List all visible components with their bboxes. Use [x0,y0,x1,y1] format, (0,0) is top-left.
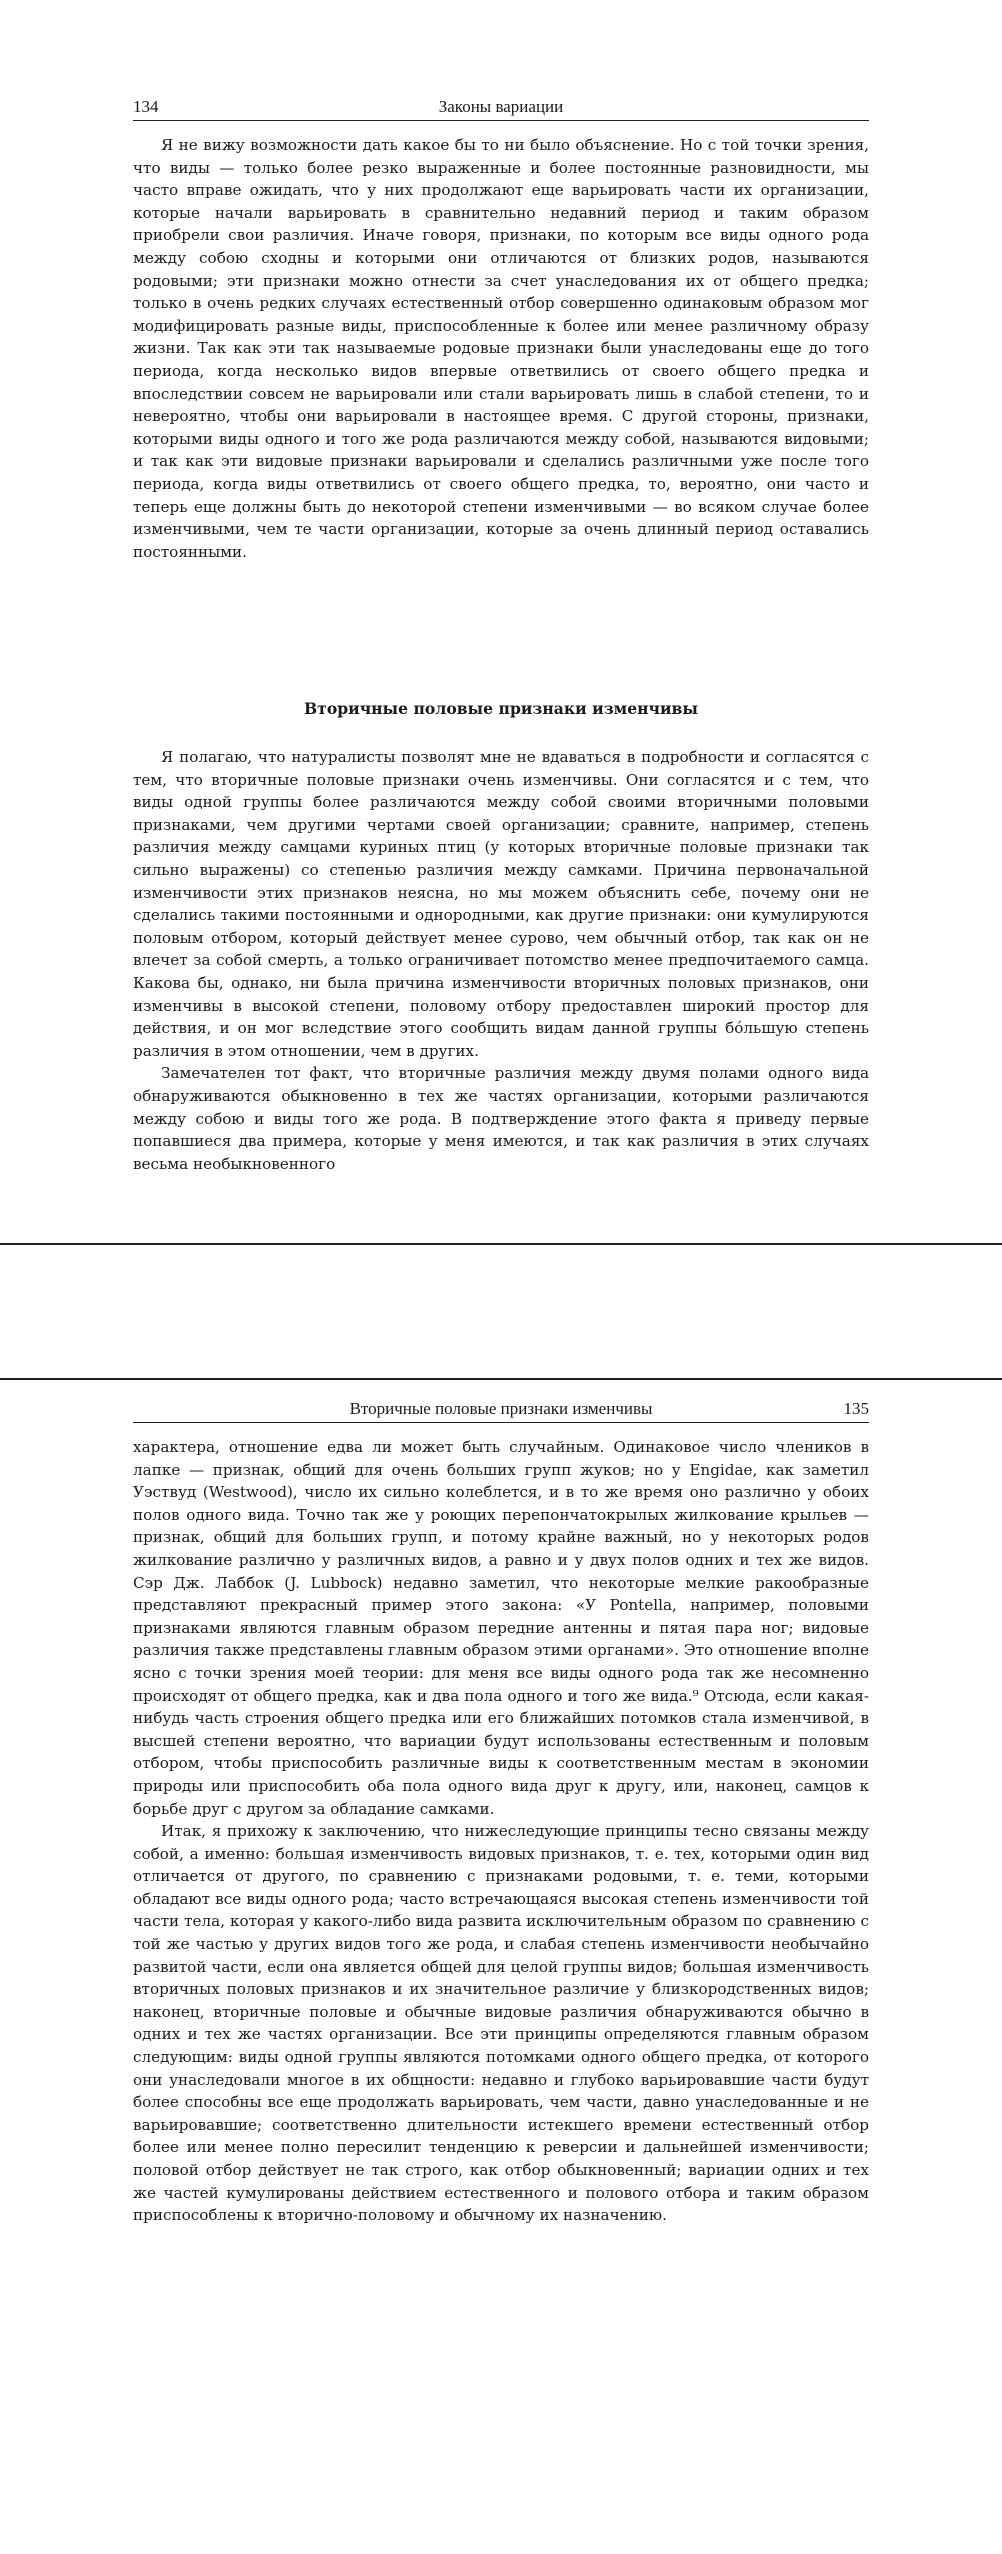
page-header [133,1398,869,1423]
body-text [133,1436,869,2227]
paragraph: Я полагаю, что натуралисты позволят мне не вдаваться в подробности и согласятся с тем, что вторичные половые признаки очень изменчивы. Они согласятся и с тем, что виды одной группы более различаются между собой своими вторичными половыми признаками, чем другими чертами своей организации; сравните, например, степень различия между самцами куриных птиц (у которых вторичные половые признаки так сильно выражены) со степенью различия между самками. Причина первоначальной изменчивости этих признаков неясна, но мы можем объяснить себе, почему они не сделались такими постоянными и однородными, как другие признаки: они кумулируются половым отбором, который действует менее сурово, чем обычный отбор, так как он не влечет за собой смерть, а только ограничивает потомство менее предпочитаемого самца. Какова бы, однако, ни была причина изменчивости вторичных половых признаков, они изменчивы в высокой степени, половому отбору предоставлен широкий простор для действия, и он мог вследствие этого сообщить видам данной группы бо́льшую степень различия в этом отношении, чем в других. [133,748,869,1060]
running-title: Законы вариации [438,97,564,116]
page-header [133,96,869,121]
book-page-134 [0,0,1002,1245]
page-number: 135 [843,1399,869,1418]
section-heading: Вторичные половые признаки изменчивы [303,699,698,718]
paragraph: Я не вижу возможности дать какое бы то ни было объяснение. Но с той точки зрения, что виды — только более резко выраженные и более постоянные разновидности, мы часто вправе ожидать, что у них продолжают еще варьировать части их организации, которые начали варьировать в сравнительно недавний период и таким образом приобрели свои различия. Иначе говоря, признаки, по которым все виды одного рода между собою сходны и которыми они отличаются от близких родов, называются родовыми; эти признаки можно отнести за счет унаследования их от общего предка; только в очень редких случаях естественный отбор совершенно одинаковым образом мог модифицировать разные виды, приспособленные к более или менее различному образу жизни. Так как эти так называемые родовые признаки были унаследованы еще до того периода, когда несколько видов впервые ответвились от своего общего предка и впоследствии совсем не варьировали или стали варьировать лишь в слабой степени, то и невероятно, чтобы они варьировали в настоящее время. С другой стороны, признаки, которыми виды одного и того же рода различаются между собой, называются видовыми; и так как эти видовые признаки варьировали и сделались различными уже после того периода, когда виды ответвились от своего общего предка, то, вероятно, они часто и теперь еще должны быть до некоторой степени изменчивыми — во всяком случае более изменчивыми, чем те части организации, которые за очень длинный период оставались постоянными. [133,136,869,561]
book-page-135 [0,1378,1002,2554]
paragraph: Замечателен тот факт, что вторичные различия между двумя полами одного вида обнаруживаются обыкновенно в тех же частях организации, которыми различаются между собою и виды того же рода. В подтверждение этого факта я приведу первые попавшиеся два примера, которые у меня имеются, и так как различия в этих случаях весьма необыкновенного [133,1064,869,1173]
body-text [133,746,869,1175]
page-gap [0,1245,1002,1378]
page-number: 134 [133,97,159,116]
body-text [133,134,869,563]
paragraph: Итак, я прихожу к заключению, что нижеследующие принципы тесно связаны между собой, а именно: большая изменчивость видовых признаков, т. е. тех, которыми один вид отличается от другого, по сравнению с признаками родовыми, т. е. теми, которыми обладают все виды одного рода; часто встречающаяся высокая степень изменчивости той части тела, которая у какого-либо вида развита исключительным образом по сравнению с той же частью у других видов того же рода, и слабая степень изменчивости необычайно развитой части, если она является общей для целой группы видов; большая изменчивость вторичных половых признаков и их значительное различие у близкородственных видов; наконец, вторичные половые и обычные видовые различия обнаруживаются обычно в одних и тех же частях организации. Все эти принципы определяются главным образом следующим: виды одной группы являются потомками одного общего предка, от которого они унаследовали многое в их общности: недавно и глубоко варьировавшие части будут более способны все еще продолжать варьировать, чем части, давно унаследованные и не варьировавшие; соответственно длительности истекшего времени естественный отбор более или менее полно пересилит тенденцию к реверсии и дальнейшей изменчивости; половой отбор действует не так строго, как отбор обыкновенный; вариации одних и тех же частей кумулированы действием естественного и полового отбора и таким образом приспособлены к вторично-половому и обычному их назначению. [133,1822,869,2225]
paragraph: характера, отношение едва ли может быть случайным. Одинаковое число члеников в лапке — признак, общий для очень больших групп жуков; но у Engidae, как заметил Уэствуд (Westwood), число их сильно колеблется, и в то же время оно различно у обоих полов одного вида. Точно так же у роющих перепончатокрылых жилкование крыльев — признак, общий для больших групп, и потому крайне важный, но у некоторых родов жилкование различно у различных видов, а равно и у двух полов одних и тех же видов. Сэр Дж. Лаббок (J. Lubbock) недавно заметил, что некоторые мелкие ракообразные представляют прекрасный пример этого закона: «У Pontella, например, половыми признаками являются главным образом передние антенны и пятая пара ног; видовые различия также представлены главным образом этими органами». Это отношение вполне ясно с точки зрения моей теории: для меня все виды одного рода так же несомненно происходят от общего предка, как и два пола одного и того же вида.⁹ Отсюда, если какая-нибудь часть строения общего предка или его ближайших потомков стала изменчивой, в высшей степени вероятно, что вариации будут использованы естественным и половым отбором, чтобы приспособить различные виды к соответственным местам в экономии природы или приспособить оба пола одного вида друг к другу, или, наконец, самцов к борьбе друг с другом за обладание самками. [133,1438,869,1818]
running-title: Вторичные половые признаки изменчивы [349,1399,653,1418]
